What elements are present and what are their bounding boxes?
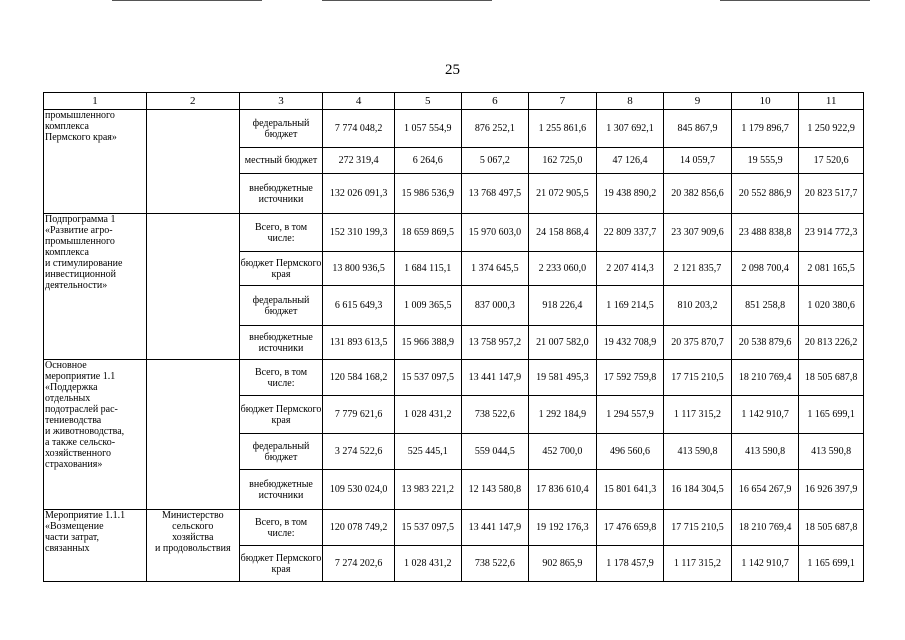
amount-cell: 17 476 659,8 [596,510,664,546]
amount-cell: 13 758 957,2 [461,326,529,360]
table-row [44,214,864,252]
amount-cell: 13 768 497,5 [461,174,529,214]
amount-cell: 2 233 060,0 [529,252,597,286]
amount-cell: 20 375 870,7 [664,326,732,360]
table-row [44,510,864,546]
amount-cell: 738 522,6 [461,396,529,434]
amount-cell: 15 537 097,5 [394,510,461,546]
amount-cell: 413 590,8 [731,434,799,470]
amount-cell: 17 715 210,5 [664,360,732,396]
amount-cell: 19 581 495,3 [529,360,597,396]
amount-cell: 15 801 641,3 [596,470,664,510]
amount-cell: 13 800 936,5 [323,252,395,286]
header-cell: 2 [146,93,239,110]
amount-cell: 1 009 365,5 [394,286,461,326]
amount-cell: 15 970 603,0 [461,214,529,252]
amount-cell: 1 165 699,1 [799,396,864,434]
funding-source-cell: федеральный бюджет [239,434,323,470]
amount-cell: 15 986 536,9 [394,174,461,214]
amount-cell: 6 615 649,3 [323,286,395,326]
amount-cell: 1 684 115,1 [394,252,461,286]
amount-cell: 23 488 838,8 [731,214,799,252]
funding-source-cell: внебюджетные источники [239,470,323,510]
amount-cell: 13 983 221,2 [394,470,461,510]
funding-source-cell: внебюджетные источники [239,174,323,214]
header-cell: 3 [239,93,323,110]
amount-cell: 23 307 909,6 [664,214,732,252]
amount-cell: 18 210 769,4 [731,360,799,396]
amount-cell: 15 537 097,5 [394,360,461,396]
amount-cell: 1 057 554,9 [394,110,461,148]
funding-source-cell: Всего, в том числе: [239,510,323,546]
program-name-cell: Мероприятие 1.1.1 «Возмещение части затрат, связанных [44,510,147,582]
header-cell: 9 [664,93,732,110]
header-cell: 1 [44,93,147,110]
amount-cell: 1 255 861,6 [529,110,597,148]
amount-cell: 24 158 868,4 [529,214,597,252]
amount-cell: 15 966 388,9 [394,326,461,360]
amount-cell: 525 445,1 [394,434,461,470]
amount-cell: 1 020 380,6 [799,286,864,326]
amount-cell: 1 178 457,9 [596,546,664,582]
amount-cell: 17 592 759,8 [596,360,664,396]
top-border-left [112,0,262,1]
amount-cell: 18 505 687,8 [799,510,864,546]
amount-cell: 7 779 621,6 [323,396,395,434]
amount-cell: 1 165 699,1 [799,546,864,582]
amount-cell: 1 028 431,2 [394,396,461,434]
program-name-cell: Основное мероприятие 1.1 «Поддержка отдельных подотраслей рас- тениеводства и животноводства, а также сельско- хозяйственного страхования» [44,360,147,510]
amount-cell: 851 258,8 [731,286,799,326]
funding-source-cell: Всего, в том числе: [239,360,323,396]
amount-cell: 16 654 267,9 [731,470,799,510]
amount-cell: 18 210 769,4 [731,510,799,546]
header-row [44,93,864,110]
amount-cell: 23 914 772,3 [799,214,864,252]
financing-table [43,92,864,582]
funding-source-cell: бюджет Пермского края [239,396,323,434]
table-body [44,110,864,582]
responsible-cell [146,360,239,510]
amount-cell: 17 520,6 [799,148,864,174]
program-name-cell: Подпрограмма 1 «Развитие агро- промышленного комплекса и стимулирование инвестиционной деятельности» [44,214,147,360]
funding-source-cell: местный бюджет [239,148,323,174]
funding-source-cell: внебюджетные источники [239,326,323,360]
amount-cell: 2 098 700,4 [731,252,799,286]
amount-cell: 162 725,0 [529,148,597,174]
amount-cell: 13 441 147,9 [461,510,529,546]
amount-cell: 1 028 431,2 [394,546,461,582]
amount-cell: 413 590,8 [664,434,732,470]
amount-cell: 1 117 315,2 [664,396,732,434]
amount-cell: 20 538 879,6 [731,326,799,360]
amount-cell: 1 374 645,5 [461,252,529,286]
amount-cell: 16 926 397,9 [799,470,864,510]
amount-cell: 6 264,6 [394,148,461,174]
header-cell: 10 [731,93,799,110]
amount-cell: 19 192 176,3 [529,510,597,546]
amount-cell: 20 552 886,9 [731,174,799,214]
amount-cell: 413 590,8 [799,434,864,470]
amount-cell: 2 081 165,5 [799,252,864,286]
amount-cell: 7 274 202,6 [323,546,395,582]
funding-source-cell: бюджет Пермского края [239,252,323,286]
table-row [44,110,864,148]
amount-cell: 21 007 582,0 [529,326,597,360]
amount-cell: 1 292 184,9 [529,396,597,434]
amount-cell: 17 715 210,5 [664,510,732,546]
header-cell: 7 [529,93,597,110]
amount-cell: 12 143 580,8 [461,470,529,510]
amount-cell: 7 774 048,2 [323,110,395,148]
amount-cell: 1 250 922,9 [799,110,864,148]
amount-cell: 132 026 091,3 [323,174,395,214]
amount-cell: 20 823 517,7 [799,174,864,214]
amount-cell: 109 530 024,0 [323,470,395,510]
amount-cell: 5 067,2 [461,148,529,174]
amount-cell: 1 294 557,9 [596,396,664,434]
top-border-right [720,0,870,1]
amount-cell: 47 126,4 [596,148,664,174]
amount-cell: 1 117 315,2 [664,546,732,582]
responsible-cell [146,214,239,360]
amount-cell: 810 203,2 [664,286,732,326]
amount-cell: 131 893 613,5 [323,326,395,360]
amount-cell: 1 142 910,7 [731,546,799,582]
amount-cell: 902 865,9 [529,546,597,582]
amount-cell: 738 522,6 [461,546,529,582]
amount-cell: 2 207 414,3 [596,252,664,286]
amount-cell: 120 584 168,2 [323,360,395,396]
amount-cell: 1 179 896,7 [731,110,799,148]
header-cell: 8 [596,93,664,110]
amount-cell: 2 121 835,7 [664,252,732,286]
amount-cell: 17 836 610,4 [529,470,597,510]
amount-cell: 18 505 687,8 [799,360,864,396]
funding-source-cell: Всего, в том числе: [239,214,323,252]
page-number: 25 [445,62,460,78]
header-cell: 11 [799,93,864,110]
amount-cell: 14 059,7 [664,148,732,174]
amount-cell: 20 813 226,2 [799,326,864,360]
amount-cell: 120 078 749,2 [323,510,395,546]
amount-cell: 496 560,6 [596,434,664,470]
amount-cell: 1 142 910,7 [731,396,799,434]
amount-cell: 19 555,9 [731,148,799,174]
amount-cell: 20 382 856,6 [664,174,732,214]
program-name-cell: промышленного комплекса Пермского края» [44,110,147,214]
amount-cell: 3 274 522,6 [323,434,395,470]
header-cell: 6 [461,93,529,110]
funding-source-cell: федеральный бюджет [239,286,323,326]
amount-cell: 19 438 890,2 [596,174,664,214]
amount-cell: 16 184 304,5 [664,470,732,510]
amount-cell: 272 319,4 [323,148,395,174]
amount-cell: 918 226,4 [529,286,597,326]
amount-cell: 21 072 905,5 [529,174,597,214]
top-border-middle [322,0,492,1]
amount-cell: 152 310 199,3 [323,214,395,252]
amount-cell: 1 307 692,1 [596,110,664,148]
amount-cell: 19 432 708,9 [596,326,664,360]
amount-cell: 837 000,3 [461,286,529,326]
table-row [44,360,864,396]
amount-cell: 22 809 337,7 [596,214,664,252]
header-cell: 5 [394,93,461,110]
funding-source-cell: бюджет Пермского края [239,546,323,582]
responsible-cell: Министерство сельского хозяйства и продовольствия [146,510,239,582]
amount-cell: 1 169 214,5 [596,286,664,326]
funding-source-cell: федеральный бюджет [239,110,323,148]
amount-cell: 876 252,1 [461,110,529,148]
amount-cell: 452 700,0 [529,434,597,470]
amount-cell: 13 441 147,9 [461,360,529,396]
header-cell: 4 [323,93,395,110]
amount-cell: 845 867,9 [664,110,732,148]
amount-cell: 18 659 869,5 [394,214,461,252]
responsible-cell [146,110,239,214]
amount-cell: 559 044,5 [461,434,529,470]
